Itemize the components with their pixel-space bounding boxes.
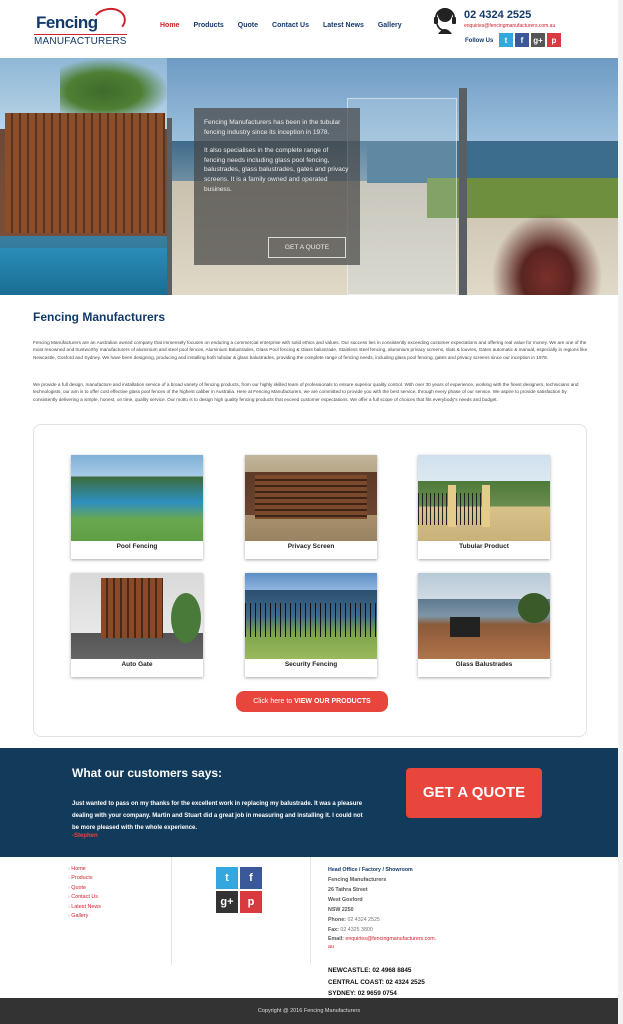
product-label: Pool Fencing: [116, 543, 158, 550]
footer-email[interactable]: enquiries@fencingmanufacturers.com.au: [328, 936, 437, 950]
header-phone[interactable]: 02 4324 2525: [464, 9, 532, 21]
header-social: [499, 33, 561, 47]
copyright-bar: Copyright @ 2016 Fencing Manufacturers: [0, 998, 618, 1024]
twitter-icon[interactable]: t: [216, 867, 238, 889]
phone-newcastle[interactable]: NEWCASTLE: 02 4968 8845: [328, 967, 412, 974]
phone-value[interactable]: 02 4324 2525: [347, 917, 380, 923]
footer-address: [328, 865, 438, 951]
nav-products[interactable]: Products: [193, 22, 224, 29]
testimonial-author: -Stephen: [72, 833, 98, 839]
company-name: Fencing Manufacturers: [328, 877, 387, 883]
product-card-tubular-product[interactable]: [418, 455, 550, 559]
facebook-icon[interactable]: f: [515, 33, 529, 47]
product-image: [418, 455, 550, 541]
product-image: [71, 455, 203, 541]
product-label: Tubular Product: [459, 543, 509, 550]
product-label: Security Fencing: [284, 661, 338, 668]
footer-link-gallery[interactable]: › Gallery: [68, 912, 101, 921]
fax-line: Fax: 02 4325 3800: [328, 927, 373, 933]
testimonial-text: Just wanted to pass on my thanks for the excellent work in replacing my balustrade. It was a pleasure dealing with your company. Martin and Stuart did a great job in measuring and installing it. I could not be more pleased with the whole experience.: [72, 801, 363, 831]
footer-link-quote[interactable]: › Quote: [68, 884, 101, 893]
hero-paragraph-1: Fencing Manufacturers has been in the tubular fencing industry since its inception in 1978.: [204, 119, 341, 136]
view-products-prefix: Click here to: [253, 698, 295, 705]
hero-paragraph-2: It also specialises in the complete range of fencing needs including glass pool fencing, balustrades, glass balustrades, gates and privacy screens. It is a family owned and operated business.: [204, 147, 349, 193]
facebook-icon[interactable]: f: [240, 867, 262, 889]
view-products-strong: VIEW OUR PRODUCTS: [294, 698, 371, 705]
header-email[interactable]: enquiries@fencingmanufacturers.com.au: [464, 23, 556, 29]
phone-sydney[interactable]: SYDNEY: 02 9659 0754: [328, 990, 397, 997]
product-label: Auto Gate: [121, 661, 153, 668]
google-plus-icon[interactable]: g+: [216, 891, 238, 913]
intro-paragraph-2: We provide a full design, manufacture and installation service of a broad variety of fencing products, from our highly skilled team of professionals to ensure superior quality control. With over 30 years of experience, working with the finest designers, technicians and technologists, our aim is to offer cost effective glass pool fences of the highest caliber in Australia. Here at Fencing Manufacturers, we are committed to provide you with the best service, through every phase of our service. We aspire to provide satisfaction by consistently delivering a simple, honest, on time, quality service. Our motto is to design high quality fencing products that exceed customer expectations. We offer a full scope of choices that fits everybody's needs and budget.: [33, 382, 579, 402]
email-line: Email: enquiries@fencingmanufacturers.com.au: [328, 936, 437, 950]
headset-icon: [433, 6, 457, 34]
nav-contact-us[interactable]: Contact Us: [272, 22, 309, 29]
pinterest-icon[interactable]: p: [240, 891, 262, 913]
product-image: [245, 455, 377, 541]
footer-link-home[interactable]: › Home: [68, 865, 101, 874]
pinterest-icon[interactable]: p: [547, 33, 561, 47]
product-card-pool-fencing[interactable]: [71, 455, 203, 559]
phone-line: Phone: 02 4324 2525: [328, 917, 380, 923]
view-products-button[interactable]: [236, 691, 388, 712]
hero-get-quote-button[interactable]: GET A QUOTE: [268, 237, 346, 258]
footer-divider: [310, 857, 311, 965]
product-card-auto-gate[interactable]: [71, 573, 203, 677]
nav-latest-news[interactable]: Latest News: [322, 22, 364, 29]
footer-link-products[interactable]: › Products: [68, 874, 101, 883]
product-image: [418, 573, 550, 659]
hero-text-box: [194, 108, 360, 265]
suburb: West Gosford: [328, 897, 363, 903]
nav-quote[interactable]: Quote: [237, 22, 259, 29]
products-panel: [33, 424, 587, 737]
product-card-glass-balustrades[interactable]: [418, 573, 550, 677]
product-image: [245, 573, 377, 659]
scrollbar-track[interactable]: [618, 0, 623, 1024]
twitter-icon[interactable]: t: [499, 33, 513, 47]
fax-value: 02 4325 3800: [340, 927, 373, 933]
footer-divider: [171, 857, 172, 965]
get-a-quote-button[interactable]: GET A QUOTE: [406, 768, 542, 818]
hero-image-left: [0, 58, 167, 295]
nav-gallery[interactable]: Gallery: [377, 22, 402, 29]
follow-us-label: Follow Us: [465, 38, 494, 44]
footer-links: [68, 865, 101, 921]
street-address: 26 Tathra Street: [328, 887, 368, 893]
state: NSW 2250: [328, 907, 354, 913]
logo-text-bottom: MANUFACTURERS: [34, 36, 127, 47]
site-logo[interactable]: [30, 8, 130, 48]
footer-social: [216, 867, 262, 913]
hero-banner: [0, 58, 618, 295]
product-card-privacy-screen[interactable]: [245, 455, 377, 559]
regional-phones: [328, 965, 425, 1000]
footer-link-latest-news[interactable]: › Latest News: [68, 903, 101, 912]
product-label: Glass Balustrades: [455, 661, 513, 668]
site-header: [0, 0, 623, 58]
product-image: [71, 573, 203, 659]
intro-paragraph-1: Fencing Manufacturers are an Australian owned company that immensely focuses on enduring a commercial enterprise with solid ethics and values. Our success lies in consistently exceeding customer expectations and offering real value for money. We are one of the most renowned and trustworthy manufacturers of aluminium and steel pool fences, Aluminium Balustrades, Glass Pool fencing & Glass balustrade, Stainless steel fencing, aluminium privacy screens, slats & louvres, Gates automatic & manual, especially in regions like Newcastle, Gosford and Sydney. We have been designing, producing and installing both tubular & glass balustrades, providing the complete range of fencing needs, including glass pool fencing, gates and privacy screens since our inception in 1978.: [33, 340, 588, 360]
office-heading: Head Office / Factory / Showroom: [328, 867, 413, 873]
testimonial-section: [0, 748, 618, 857]
footer-link-contact-us[interactable]: › Contact Us: [68, 893, 101, 902]
product-card-security-fencing[interactable]: [245, 573, 377, 677]
nav-home[interactable]: Home: [160, 22, 180, 29]
phone-central-coast[interactable]: CENTRAL COAST: 02 4324 2525: [328, 978, 425, 986]
intro-title: Fencing Manufacturers: [33, 310, 166, 324]
google-plus-icon[interactable]: g+: [531, 33, 545, 47]
testimonial-title: What our customers says:: [72, 766, 223, 780]
site-footer: [0, 857, 618, 998]
logo-text-top: Fencing: [36, 13, 98, 32]
product-label: Privacy Screen: [287, 543, 335, 550]
main-nav: [160, 22, 416, 29]
